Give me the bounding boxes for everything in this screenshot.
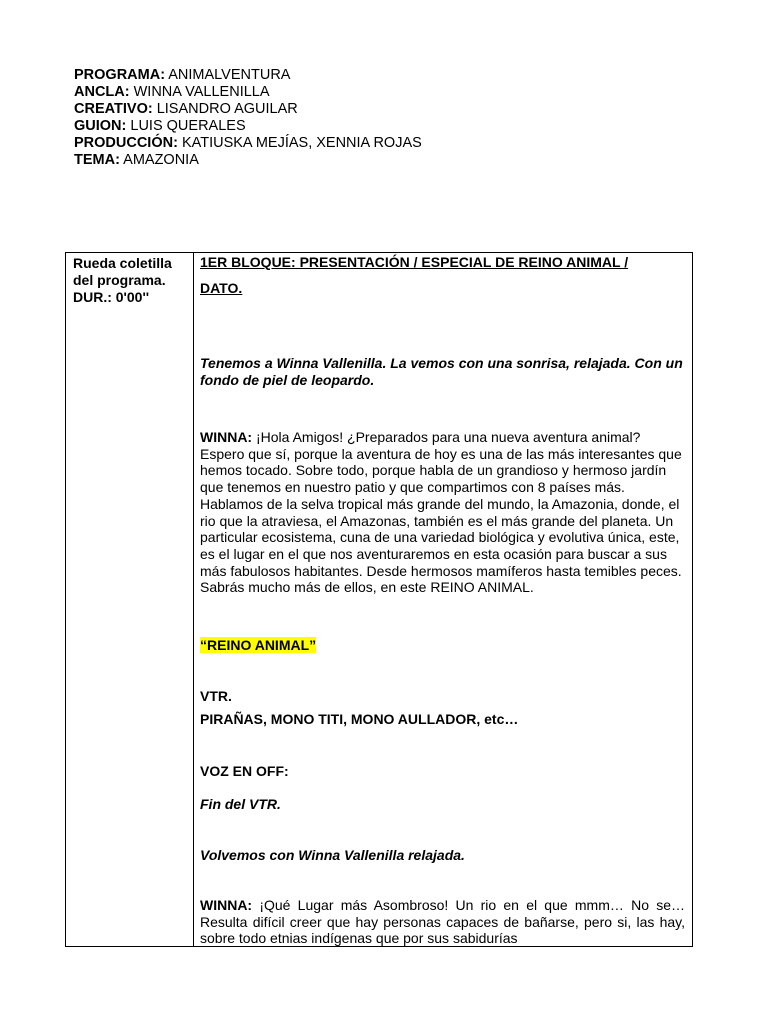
winna-label-2: WINNA: <box>200 897 253 913</box>
produccion-label: PRODUCCIÓN: <box>74 135 178 151</box>
tema-value: AMAZONIA <box>123 152 199 168</box>
program-header <box>74 67 422 169</box>
stage-direction-2: Volvemos con Winna Vallenilla relajada. <box>200 847 465 863</box>
winna-label-1: WINNA: <box>200 429 253 445</box>
vtr-content: PIRAÑAS, MONO TITI, MONO AULLADOR, etc… <box>200 711 519 727</box>
winna-text-1: ¡Hola Amigos! ¿Preparados para una nueva aventura animal? Espero que sí, porque la aventura de hoy es una de las más interesantes que hemos tocado. Sobre todo, porque habla de un grandioso y hermoso jardín que tenemos en nuestro patio y que compartimos con 8 países más. Hablamos de la selva tropical más grande del mundo, la Amazonia, donde, el rio que la atraviesa, el Amazonas, también es el más grande del planeta. Un particular ecosistema, cuna de una variedad biológica y evolutiva única, este, es el lugar en el que nos aventuraremos en esta ocasión para buscar a sus más fabulosos habitantes. Desde hermosos mamíferos hasta temibles peces. Sabrás mucho más de ellos, en este REINO ANIMAL. <box>200 429 682 596</box>
produccion-value: KATIUSKA MEJÍAS, XENNIA ROJAS <box>181 135 422 151</box>
creativo-label: CREATIVO: <box>74 101 153 117</box>
creativo-value: LISANDRO AGUILAR <box>156 101 298 117</box>
tema-row <box>74 152 422 169</box>
creativo-row <box>74 101 422 118</box>
winna-dialogue-1 <box>200 429 685 596</box>
block-title-line-1: 1ER BLOQUE: PRESENTACIÓN / ESPECIAL DE REINO ANIMAL / <box>200 254 629 270</box>
winna-text-2: ¡Qué Lugar más Asombroso! Un rio en el que mmm… No se… Resulta difícil creer que hay personas capaces de bañarse, pero si, las hay, sobre todo etnias indígenas que por sus sabidurías <box>200 897 685 947</box>
guion-row <box>74 118 422 135</box>
ancla-value: WINNA VALLENILLA <box>133 84 270 100</box>
stage-direction-1: Tenemos a Winna Vallenilla. La vemos con una sonrisa, relajada. Con un fondo de piel de leopardo. <box>200 355 683 388</box>
column-divider <box>193 253 194 946</box>
programa-value: ANIMALVENTURA <box>168 67 291 83</box>
left-cell-line-1: Rueda coletilla <box>73 255 172 271</box>
produccion-row <box>74 135 422 152</box>
script-table <box>65 252 693 947</box>
left-cell-line-2: del programa. <box>73 272 166 288</box>
voz-en-off-label: VOZ EN OFF: <box>200 763 289 779</box>
guion-label: GUION: <box>74 118 127 134</box>
programa-label: PROGRAMA: <box>74 67 166 83</box>
left-cell <box>73 255 191 306</box>
winna-dialogue-2 <box>200 897 685 947</box>
guion-value: LUIS QUERALES <box>130 118 246 134</box>
left-cell-duration: DUR.: 0'00'' <box>73 289 150 305</box>
vtr-label: VTR. <box>200 688 232 704</box>
block-title-line-2: DATO. <box>200 280 243 296</box>
fin-vtr: Fin del VTR. <box>200 796 281 812</box>
tema-label: TEMA: <box>74 152 120 168</box>
ancla-label: ANCLA: <box>74 84 130 100</box>
programa-row <box>74 67 422 84</box>
reino-animal-segment <box>200 637 316 654</box>
ancla-row <box>74 84 422 101</box>
reino-animal-highlight: “REINO ANIMAL” <box>200 637 317 653</box>
